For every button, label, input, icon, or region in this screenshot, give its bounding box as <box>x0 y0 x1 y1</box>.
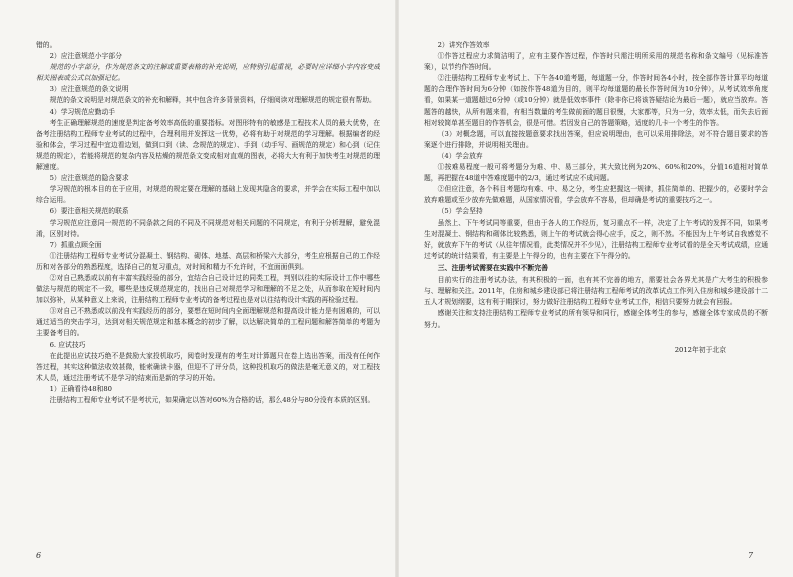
right-page <box>424 40 768 560</box>
signoff-date: 2012年初于北京 <box>674 345 726 354</box>
body-paragraph: 1）正确看待48和80 <box>49 384 112 393</box>
body-paragraph: 4）学习规范应勤动手 <box>49 107 116 116</box>
body-paragraph: 学习规范应注意同一规范的不同条款之间的不同及不同规范对相关问题的不同规定，有利于分析理解，避免混淆，区别对待。 <box>36 218 380 238</box>
body-paragraph: 目前实行的注册考试办法，有其积极的一面，也有其不完善的地方，需要社会各界尤其是广大考生的积极参与、理解和关注。2011年，住房和城乡建设部已将注册结构工程师考试的改革试点工作列入住房和城乡建设部十二五人才规划纲要，这有利于期探讨，努力做好注册结构工程师专业考试工作，相信只要努力就会有回报。 <box>424 276 768 307</box>
body-paragraph: 2）应注意规范小字部分 <box>49 52 122 61</box>
body-paragraph: 错的。 <box>36 41 57 49</box>
body-paragraph: ③对自己不熟悉或以前没有实践经历的部分，要想在短时间内全面理解规范和提高设计能力是有困难的，可以通过适当的突击学习，达到对相关规范规定和基本概念的初步了解，以达解决简单的工程问题和解答简单的考题为主要备考目的。 <box>36 307 380 338</box>
body-paragraph: 6）要注意相关规范的联系 <box>49 207 129 216</box>
left-page <box>36 40 380 560</box>
page-number-left: 6 <box>36 551 42 560</box>
body-paragraph: 考生正确理解规范的速度是判定备考效率高低的重要指标。对图形特有的敏感是工程技术人员的最大优势，在备考注册结构工程师专业考试的过程中，合理利用并发挥这一优势，必将有助于对规范的学习理解。根据编者的经验和体会，学习过程中宜边看边划，做到口到（读、念规范的规定）、手到（动手写、画规范的规定）和心到（记住规范的规定），若能将规范的复杂内容及枯燥的规范条文变成相对直观的图表，必将大大有利于加快考生对规范的理解速度。 <box>36 118 380 172</box>
body-paragraph: （5）学会坚持 <box>437 207 483 216</box>
body-paragraph: 感谢关注和支持注册结构工程师专业考试的所有领导和同行，感谢全体考生的参与，感谢全体专家成员的不断努力。 <box>424 309 768 329</box>
body-paragraph: 在此提出应试技巧绝不是鼓励大家投机取巧，阅卷时发现有的考生对计算题只在卷上选出答案，而没有任何作答过程，其实这种做法收效甚微，能索确读卡器，但迎不了评分员，这种投机取巧的做法是毫无意义的，对工程技术人员，通过注册考试不是学习的结束而是新的学习的开始。 <box>36 351 380 382</box>
body-paragraph: ①作答过程应力求简洁明了，应有主要作答过程，作答时只需注明所采用的规范名称和条文编号（见标准答案），以节约作答时间。 <box>424 52 768 72</box>
body-paragraph: ②注册结构工程师专业考试上、下午各40道考题，每道题一分，作答时间各4小时，按全部作答计算平均每道题的合理作答时间为6分钟（如按作答48道为目的，则平均每道题的最长作答时间为10分钟），从考试效率角度看，如果某一道题超过6分钟（或10分钟）就是低效率事件（除非你已将该答疑结论为最后一题），就应当放弃。答题答的越快，从所有题来看，有相当数量的考生做前面的题目很慢，大家都等，只为一分，效率太低，而失去后面相对较简单甚至题目的作答机会，很是可惜。若因发自己的答题策略，适度的几卡一个考生的作答。 <box>424 74 768 127</box>
body-paragraph: ①注册结构工程师专业考试分混凝土、钢结构、砌体、地基、高层和桥梁六大部分，考生应根据自己的工作经历和对各部分的熟悉程度，选择自己的复习重点，对时间和精力不允许时，不宜面面俱到。 <box>36 251 380 271</box>
body-paragraph: 3）应注意规范的条文说明 <box>49 85 129 94</box>
book-gutter <box>395 0 399 577</box>
body-paragraph: 规范的小字部分，作为规范条文的注解或重要表格的补充说明，应特别引起重视，必要时应详细小字内容变成相关图表或公式以加强记忆。 <box>36 63 380 83</box>
body-paragraph: 2）讲究作答效率 <box>437 41 490 49</box>
body-paragraph: （3）对概念题，可以直接按题意要求找出答案，但应说明理由，也可以采用排除法，对不符合题目要求的答案逐个进行排除，并说明相关理由。 <box>424 129 768 149</box>
page-number-right: 7 <box>748 551 754 560</box>
body-paragraph: ②但应注意，各个科目考题均有难、中、易之分，考生应把握这一规律，抓住简单的、把握少的，必要时学会放弃难题或至少放弃先做难题，从国家情况看，学会放弃不容易，但却确是考试的重要技巧之一。 <box>424 185 768 205</box>
body-paragraph: 7）抓重点顾全面 <box>49 240 102 249</box>
body-paragraph: 注册结构工程师专业考试不是考状元，如果确定以答对60%为合格的话，那么48分与80分没有本质的区别。 <box>49 396 375 404</box>
body-paragraph: ①按难易程度一般可将考题分为难、中、易三部分，其大致比例为20%、60%和20%，分值16道相对简单题，再把握在48道中答难度题中的2/3，通过考试应不成问题。 <box>424 163 768 183</box>
body-paragraph: 6. 应试技巧 <box>49 340 86 349</box>
body-paragraph: 学习规范的根本目的在于应用，对规范的规定要在理解的基础上发现其隐含的要求，并学会在实际工程中加以综合运用。 <box>36 185 380 205</box>
body-paragraph: （4）学会放弃 <box>437 151 483 160</box>
body-paragraph: ②对自己熟悉或以前有丰富实践经验的部分，宜结合自己设计过的同类工程，判别以往的实际设计工作中哪些做法与规范的规定不一致，哪些是违反规范规定的，找出自己对规范学习和理解的不足之处，从而参取在短时间内加以弥补，从某种意义上来说，注册结构工程师专业考试的备考过程也是对以往结构设计实践的再检验过程。 <box>36 273 380 305</box>
section-heading: 三、注册考试需要在实践中不断完善 <box>437 263 549 272</box>
body-paragraph: 规范的条文说明是对规范条文的补充和解释，其中包含许多背景资料，仔细阅读对理解规范的规定很有帮助。 <box>49 96 376 105</box>
body-paragraph: 5）应注意规范的隐含要求 <box>49 174 129 183</box>
body-paragraph: 虽然上、下午考试同等重要，但由于各人的工作经历，复习重点不一样，决定了上午考试的发挥不同，如果考生对混凝土、钢结构和砌体比较熟悉，则上午的考试就会得心应手，反之，则不然。不能因为上午考试自我感觉不好，就放弃下午的考试（从往年情况看，此类情况并不少见），注册结构工程师专业考试看的是全天考试成绩，应通过考试的统计结果看，有主要是上午得分的，也有主要在下午得分的。 <box>424 218 768 260</box>
